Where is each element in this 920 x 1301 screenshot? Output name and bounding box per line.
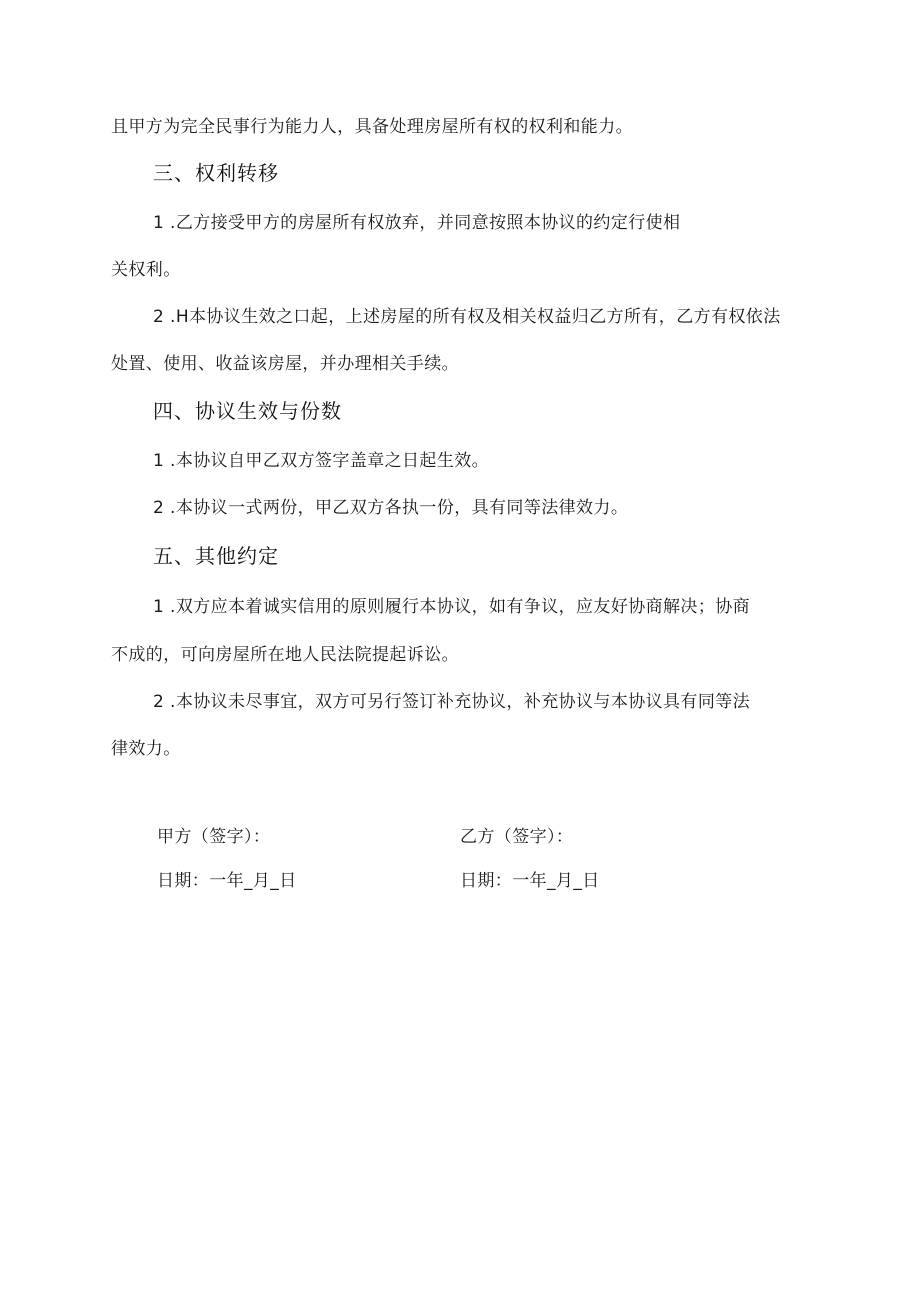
section-5-heading: 五、其他约定	[153, 544, 279, 568]
intro-paragraph-line: 且甲方为完全民事行为能力人，具备处理房屋所有权的权利和能力。	[111, 117, 633, 137]
party-a-date: 日期：一年_月_日	[157, 871, 297, 891]
section-5-item-1-line-1: 1 .双方应本着诚实信用的原则履行本协议，如有争议，应友好协商解决；协商	[153, 597, 751, 617]
section-3-item-1-line-2: 关权利。	[111, 260, 181, 280]
section-4-item-1: 1 .本协议自甲乙双方签字盖章之日起生效。	[153, 451, 490, 471]
section-5-item-2-line-2: 律效力。	[111, 739, 181, 759]
section-3-item-2-line-1: 2 .H本协议生效之口起，上述房屋的所有权及相关权益归乙方所有，乙方有权依法	[153, 307, 781, 327]
party-a-signature-label: 甲方（签字）：	[157, 827, 271, 847]
section-5-item-1-line-2: 不成的，可向房屋所在地人民法院提起诉讼。	[111, 645, 459, 665]
party-b-date: 日期：一年_月_日	[460, 871, 600, 891]
section-3-item-1-line-1: 1 .乙方接受甲方的房屋所有权放弃，并同意按照本协议的约定行使相	[153, 213, 681, 233]
section-4-heading: 四、协议生效与份数	[153, 399, 342, 423]
section-3-heading: 三、权利转移	[153, 161, 279, 185]
party-b-signature-label: 乙方（签字）：	[460, 827, 574, 847]
section-5-item-2-line-1: 2 .本协议未尽事宜，双方可另行签订补充协议，补充协议与本协议具有同等法	[153, 692, 751, 712]
section-4-item-2: 2 .本协议一式两份，甲乙双方各执一份，具有同等法律效力。	[153, 498, 629, 518]
section-3-item-2-line-2: 处置、使用、收益该房屋，并办理相关手续。	[111, 354, 459, 374]
